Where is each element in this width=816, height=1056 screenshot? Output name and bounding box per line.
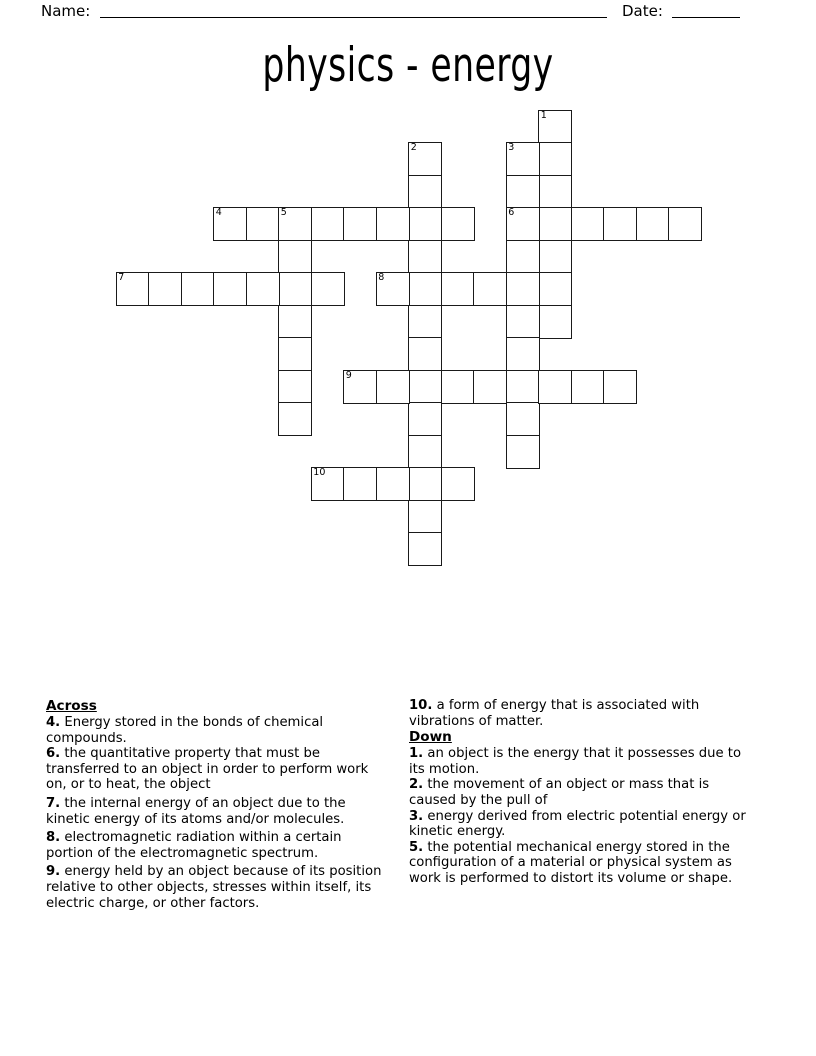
crossword-cell[interactable]: [408, 175, 442, 209]
clue-number: 2.: [409, 777, 424, 793]
crossword-cell[interactable]: [246, 272, 280, 306]
crossword-cell[interactable]: [538, 240, 572, 274]
clue-number: 8.: [46, 830, 61, 846]
crossword-cell[interactable]: [506, 337, 540, 371]
clue-item: [46, 830, 388, 861]
crossword-cell[interactable]: [311, 207, 345, 241]
crossword-cell[interactable]: [343, 207, 377, 241]
clue-number: 6.: [46, 746, 61, 762]
crossword-cell[interactable]: [538, 370, 572, 404]
clue-text: the potential mechanical energy stored in the configuration of a material or physical system as work is performed to distort its volume or shape.: [409, 839, 733, 886]
crossword-cell-number: 5: [280, 207, 287, 219]
crossword-cell[interactable]: [571, 370, 605, 404]
crossword-cell[interactable]: [408, 370, 442, 404]
across-heading: Across: [46, 698, 97, 714]
clue-number: 9.: [46, 864, 61, 880]
crossword-cell[interactable]: [408, 240, 442, 274]
clue-item: [409, 809, 749, 840]
crossword-cell[interactable]: [116, 272, 150, 306]
clue-text: energy derived from electric potential energy or kinetic energy.: [409, 808, 746, 840]
crossword-cell[interactable]: [538, 207, 572, 241]
crossword-cell[interactable]: [181, 272, 215, 306]
crossword-cell[interactable]: [408, 337, 442, 371]
crossword-cell[interactable]: [506, 305, 540, 339]
crossword-cell[interactable]: [278, 402, 312, 436]
clue-item: [46, 715, 388, 746]
clue-text: Energy stored in the bonds of chemical compounds.: [46, 715, 324, 746]
clue-item: [46, 864, 388, 911]
crossword-cell[interactable]: [441, 370, 475, 404]
clue-number: 5.: [409, 839, 424, 855]
crossword-cell[interactable]: [376, 207, 410, 241]
clue-text: energy held by an object because of its position relative to other objects, stresses within itself, its electric charge, or other factors.: [46, 864, 382, 911]
clue-item: [46, 796, 388, 827]
crossword-cell[interactable]: [473, 272, 507, 306]
crossword-cell[interactable]: [376, 370, 410, 404]
crossword-cell[interactable]: [441, 272, 475, 306]
clue-text: a form of energy that is associated with vibrations of matter.: [409, 698, 700, 729]
clue-number: 4.: [46, 715, 61, 730]
crossword-cell[interactable]: [506, 175, 540, 209]
crossword-cell[interactable]: [278, 370, 312, 404]
crossword-cell[interactable]: [278, 305, 312, 339]
clue-item: [409, 746, 749, 777]
crossword-cell[interactable]: [343, 467, 377, 501]
clue-column-left: [46, 698, 388, 911]
crossword-cell[interactable]: [538, 272, 572, 306]
crossword-cell-number: 7: [118, 272, 125, 284]
clue-column-right: [409, 698, 749, 887]
clue-text: an object is the energy that it possesses due to its motion.: [409, 746, 742, 777]
name-label: Name:: [41, 2, 91, 20]
clue-item: [409, 698, 749, 729]
crossword-cell-number: 10: [313, 467, 326, 479]
crossword-cell-number: 1: [540, 109, 547, 121]
crossword-cell[interactable]: [408, 207, 442, 241]
crossword-cell-number: 9: [345, 369, 352, 381]
crossword-cell[interactable]: [441, 207, 475, 241]
crossword-cell[interactable]: [311, 272, 345, 306]
crossword-cell[interactable]: [246, 207, 280, 241]
clue-number: 3.: [409, 808, 424, 824]
crossword-cell[interactable]: [538, 142, 572, 176]
crossword-cell-number: 2: [410, 142, 417, 154]
crossword-cell-number: 3: [508, 142, 515, 154]
crossword-cell[interactable]: [506, 272, 540, 306]
crossword-cell-number: 4: [215, 207, 222, 219]
crossword-cell[interactable]: [408, 467, 442, 501]
clue-item: [46, 746, 388, 793]
crossword-cell[interactable]: [473, 370, 507, 404]
crossword-cell[interactable]: [278, 207, 312, 241]
crossword-cell[interactable]: [538, 110, 572, 144]
crossword-cell[interactable]: [278, 272, 312, 306]
crossword-cell[interactable]: [506, 402, 540, 436]
crossword-cell[interactable]: [408, 435, 442, 469]
down-heading: Down: [409, 729, 452, 746]
clue-text: electromagnetic radiation within a certain portion of the electromagnetic spectrum.: [46, 830, 342, 861]
crossword-cell[interactable]: [603, 207, 637, 241]
page-title: physics - energy: [262, 38, 554, 93]
crossword-cell[interactable]: [538, 305, 572, 339]
crossword-cell[interactable]: [408, 305, 442, 339]
crossword-cell[interactable]: [538, 175, 572, 209]
crossword-cell[interactable]: [213, 207, 247, 241]
crossword-cell[interactable]: [278, 240, 312, 274]
crossword-cell[interactable]: [506, 435, 540, 469]
clue-item: [409, 777, 749, 808]
crossword-cell[interactable]: [148, 272, 182, 306]
date-label: Date:: [622, 2, 663, 20]
crossword-cell[interactable]: [376, 272, 410, 306]
crossword-cell[interactable]: [506, 370, 540, 404]
crossword-cell[interactable]: [213, 272, 247, 306]
crossword-cell[interactable]: [506, 207, 540, 241]
crossword-cell[interactable]: [408, 500, 442, 534]
crossword-cell[interactable]: [408, 532, 442, 566]
crossword-cell[interactable]: [506, 240, 540, 274]
crossword-cell[interactable]: [343, 370, 377, 404]
clue-number: 7.: [46, 795, 61, 811]
clue-text: the movement of an object or mass that is caused by the pull of: [409, 777, 710, 808]
clue-number: 1.: [409, 746, 424, 762]
crossword-cell[interactable]: [408, 142, 442, 176]
crossword-cell[interactable]: [603, 370, 637, 404]
crossword-cell[interactable]: [408, 272, 442, 306]
crossword-cell-number: 8: [378, 272, 385, 284]
crossword-cell[interactable]: [668, 207, 702, 241]
crossword-cell[interactable]: [441, 467, 475, 501]
crossword-cell[interactable]: [376, 467, 410, 501]
crossword-cell[interactable]: [311, 467, 345, 501]
crossword-cell[interactable]: [408, 402, 442, 436]
clue-number: 10.: [409, 698, 433, 713]
clue-section: [0, 698, 816, 948]
clue-text: the internal energy of an object due to the kinetic energy of its atoms and/or molecules.: [46, 795, 346, 827]
clue-item: [409, 840, 749, 887]
clue-text: the quantitative property that must be transferred to an object in order to perform work on, or to heat, the object: [46, 746, 369, 793]
crossword-cell[interactable]: [636, 207, 670, 241]
crossword-cell-number: 6: [508, 207, 515, 219]
crossword-cell[interactable]: [278, 337, 312, 371]
crossword-cell[interactable]: [571, 207, 605, 241]
crossword-cell[interactable]: [506, 142, 540, 176]
